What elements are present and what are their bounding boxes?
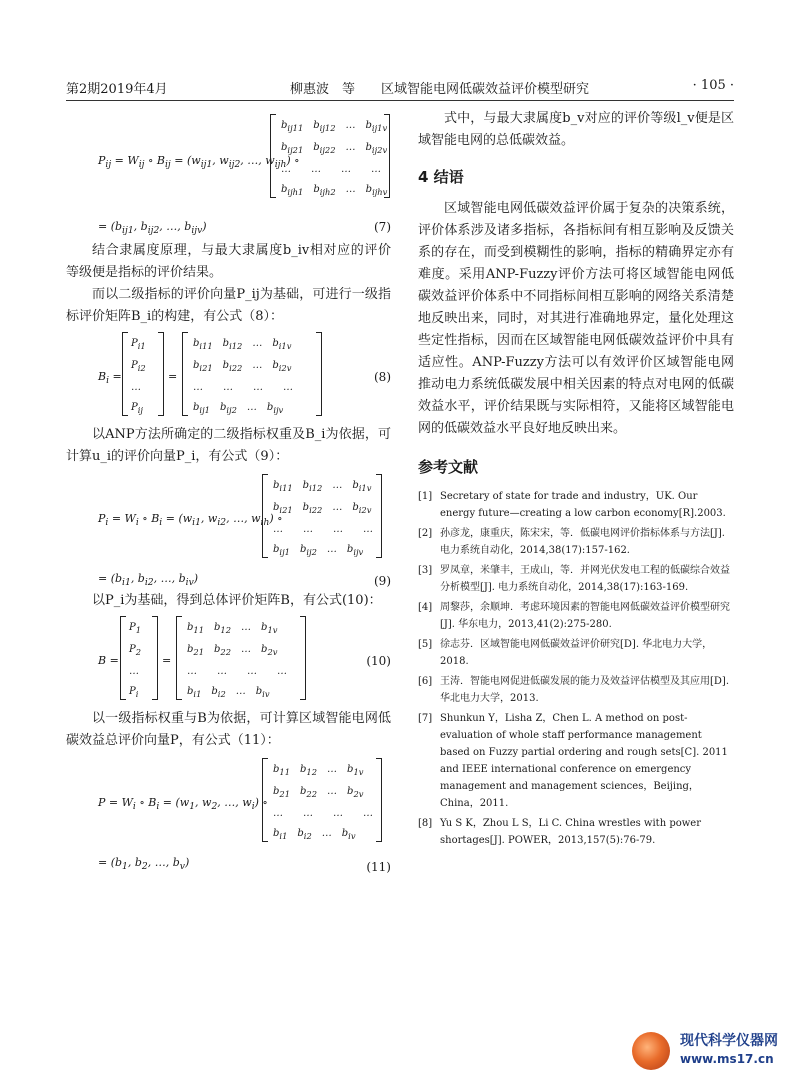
running-title: 柳惠波 等 区域智能电网低碳效益评价模型研究 xyxy=(290,82,590,97)
reference-number: [4] xyxy=(418,602,433,613)
paragraph: 以一级指标权重与B为依据，可计算区域智能电网低碳效益总评价向量P，有公式（11）： xyxy=(66,711,391,748)
section-heading: 4 结语 xyxy=(418,168,464,186)
reference-item xyxy=(418,815,734,849)
equation-9: $P_i = W_i$ ∘ $B_i = (w_{i1}$, $w_{i2}$, …, $w_{ih}$) ∘ $b_{i11}$ $b_{i12}$ … $b_{i1v}$ $b_{i21}$ $b_{i22}$ … $b_{i2v}$ … … … … $b_{ij1}$ $b_{ij2}$ … $b_{ijv}$ xyxy=(66,468,391,568)
page-header xyxy=(66,78,734,98)
reference-text: 王涛．智能电网促进低碳发展的能力及效益评估模型及其应用[D]. 华北电力大学，2013. xyxy=(440,676,729,704)
watermark-logo xyxy=(632,1030,792,1080)
paragraph: 结合隶属度原理，与最大隶属度b_iv相对应的评价等级便是指标的评价结果。 xyxy=(66,243,391,280)
reference-item xyxy=(418,562,734,596)
paragraph: 以ANP方法所确定的二级指标权重及B_i为依据，可计算u_i的评价向量P_i，有公式（9）： xyxy=(66,427,391,464)
reference-number: [5] xyxy=(418,639,433,650)
reference-number: [8] xyxy=(418,818,433,829)
reference-number: [2] xyxy=(418,528,433,539)
reference-text: Secretary of state for trade and industry，UK. Our energy future—creating a low carbon economy[R].2003. xyxy=(440,491,726,519)
reference-item xyxy=(418,599,734,633)
reference-text: 罗凤章，米肇丰，王成山，等．并网光伏发电工程的低碳综合效益分析模型[J]. 电力系统自动化，2014,38(17):163-169. xyxy=(440,565,730,593)
reference-text: 孙彦龙，康重庆，陈宋宋，等．低碳电网评价指标体系与方法[J]. 电力系统自动化，2014,38(17):157-162. xyxy=(440,528,725,556)
equation-8: $B_i$ = $P_{i1}$ $P_{i2}$ … $P_{ij}$ = $b_{i11}$ $b_{i12}$ … $b_{i1v}$ $b_{i21}$ $b_{i22}$ … $b_{i2v}$ … … … … $b_{ij1}$ $b_{ij2}$ … $b_{ijv}$ (8) xyxy=(66,328,391,424)
reference-text: 周黎莎，余顺坤．考虑环境因素的智能电网低碳效益评价模型研究[J]. 华东电力，2013,41(2):275-280. xyxy=(440,602,730,630)
reference-item xyxy=(418,673,734,707)
paragraph: 式中，与最大隶属度b_v对应的评价等级l_v便是区域智能电网的总低碳效益。 xyxy=(418,111,734,148)
logo-icon xyxy=(632,1032,670,1070)
header-divider xyxy=(66,100,734,101)
right-column xyxy=(418,108,734,852)
left-column xyxy=(66,108,391,874)
paragraph: 区域智能电网低碳效益评价属于复杂的决策系统，评价体系涉及诸多指标，各指标间有相互影响及反馈关系的存在，而受到模糊性的影响，指标的精确界定亦有难度。采用ANP-Fuzzy评价方法可将区域智能电网低碳效益评价体系中不同指标间相互影响的网络关系清楚地反映出来，同时，对其进行准确地界定，量化处理这些定性指标，因而在区域智能电网低碳效益评价中具有适应性。ANP-Fuzzy方法可以有效评价区域智能电网推动电力系统低碳发展中相关因素的特点对电网的低碳效益水平，评价结果既与实际相符，又能将区域智能电网的低碳效益水平良好地反映出来。 xyxy=(418,201,734,436)
logo-name: 现代科学仪器网 xyxy=(680,1033,778,1049)
equation-9-result: = ($b_{i1}$, $b_{i2}$, …, $b_{iv}$) (9) xyxy=(98,572,391,589)
reference-text: Yu S K，Zhou L S，Li C. China wrestles with power shortages[J]. POWER，2013,157(5):76-79. xyxy=(440,818,702,846)
paragraph: 而以二级指标的评价向量P_ij为基础，可进行一级指标评价矩阵B_i的构建，有公式（8）： xyxy=(66,287,391,324)
page-number: · 105 · xyxy=(692,78,734,93)
reference-text: Shunkun Y，Lisha Z，Chen L. A method on post-evaluation of whole staff performance management based on Fuzzy partial ordering and rough sets[C]. 2011 and IEEE international conference on emergency management and management sciences，Beijing，China，2011. xyxy=(440,713,728,809)
paragraph: 以P_i为基础，得到总体评价矩阵B，有公式(10)： xyxy=(92,593,382,608)
equation-7-result: = ($b_{ij1}$, $b_{ij2}$, …, $b_{ijv}$) (7) xyxy=(98,220,391,237)
reference-number: [7] xyxy=(418,713,433,724)
reference-number: [1] xyxy=(418,491,433,502)
issue-info: 第2期2019年4月 xyxy=(66,82,168,97)
reference-item xyxy=(418,525,734,559)
logo-url: www.ms17.cn xyxy=(680,1052,774,1066)
equation-7: $P_{ij} = W_{ij}$ ∘ $B_{ij} = (w_{ij1}$, $w_{ij2}$, …, $w_{ijh}$) ∘ $b_{ij11}$ $b_{ij12}$ … $b_{ij1v}$ $b_{ij21}$ $b_{ij22}$ … $b_{ij2v}$ … … … … $b_{ijh1}$ $b_{ijh2}$ … $b_{ijhv}$ xyxy=(66,108,391,216)
reference-number: [3] xyxy=(418,565,433,576)
references-heading: 参考文献 xyxy=(418,458,479,476)
reference-item xyxy=(418,488,734,522)
equation-11-result: = ($b_1$, $b_2$, …, $b_v$) (11) xyxy=(98,856,391,874)
reference-text: 徐志芬．区域智能电网低碳效益评价研究[D]. 华北电力大学，2018. xyxy=(440,639,713,667)
equation-10: B = $P_1$ $P_2$ … $P_i$ = $b_{11}$ $b_{12}$ … $b_{1v}$ $b_{21}$ $b_{22}$ … $b_{2v}$ … … … … $b_{i1}$ $b_{i2}$ … $b_{iv}$ (10) xyxy=(66,612,391,708)
reference-number: [6] xyxy=(418,676,433,687)
equation-11: $P = W_i$ ∘ $B_i = (w_1$, $w_2$, …, $w_i$) ∘ $b_{11}$ $b_{12}$ … $b_{1v}$ $b_{21}$ $b_{22}$ … $b_{2v}$ … … … … $b_{i1}$ $b_{i2}$ … $b_{iv}$ xyxy=(66,752,391,852)
reference-list xyxy=(418,488,734,849)
reference-item xyxy=(418,636,734,670)
reference-item xyxy=(418,710,734,812)
